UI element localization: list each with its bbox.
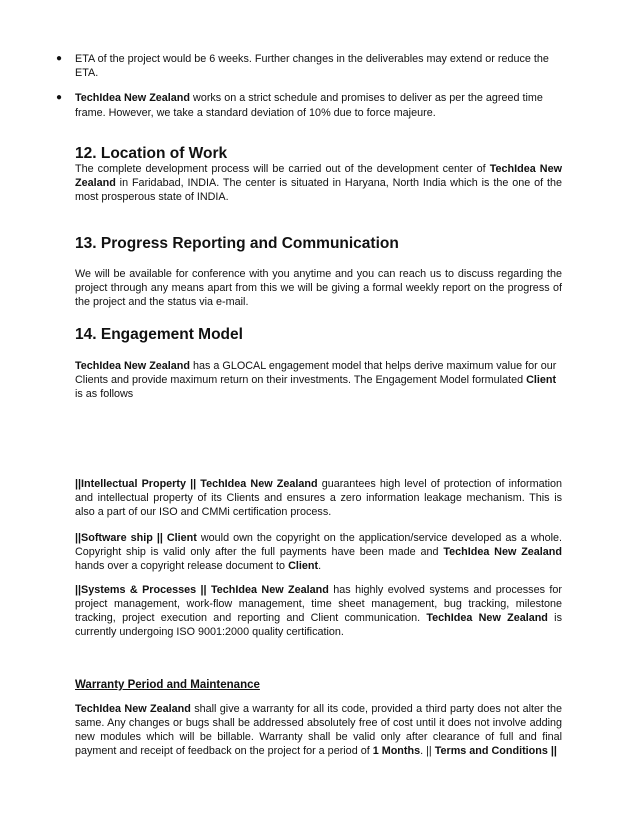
- systems-paragraph: [75, 583, 562, 639]
- software-text-1: would own the copyright on the application/service developed as a whole. Copyright ship is valid only after the full payments have been made and: [75, 532, 562, 558]
- company-name: TechIdea New Zealand: [426, 612, 548, 624]
- bullet-schedule-text: works on a strict schedule and promises to deliver as per the agreed time frame. However, we take a standard deviation of 10% due to force majeure.: [75, 92, 543, 119]
- location-text-1: The complete development process will be carried out of the development center of: [75, 163, 490, 175]
- progress-paragraph: We will be available for conference with you anytime and you can reach us to discuss regarding the project through any means apart from this we will be giving a formal weekly report on the progress of the project and the status via e-mail.: [75, 268, 562, 308]
- ip-text: guarantees high level of protection of information and intellectual property of its Clients and ensures a zero information leakage mechanism. This is also a part of our ISO and CMMi certification process.: [75, 478, 562, 518]
- engagement-text-2: is as follows: [75, 388, 134, 400]
- systems-text-1: has highly evolved systems and processes for project management, work-flow management, time sheet management, bug tracking, milestone tracking, project execution and reporting and Client communication.: [75, 584, 562, 624]
- bullet-schedule: [75, 91, 562, 121]
- company-name: TechIdea New Zealand: [75, 703, 191, 715]
- systems-text-2: is currently undergoing ISO 9001:2000 quality certification.: [75, 612, 562, 638]
- ip-label: ||Intellectual Property || TechIdea New Zealand: [75, 478, 318, 490]
- software-text-3: .: [318, 560, 322, 572]
- systems-label: ||Systems & Processes || TechIdea New Zealand: [75, 584, 329, 596]
- bullet-marker: ●: [56, 53, 63, 64]
- bullet-eta-text: ETA of the project would be 6 weeks. Further changes in the deliverables may extend or reduce the ETA.: [75, 53, 549, 79]
- company-name: TechIdea New Zealand: [75, 92, 191, 104]
- section-heading-engagement: 14. Engagement Model: [75, 326, 243, 343]
- bullet-eta: [75, 52, 562, 80]
- client-label: Client: [288, 560, 319, 572]
- section-heading-location: 12. Location of Work: [75, 145, 228, 162]
- company-name: TechIdea New Zealand: [75, 163, 563, 189]
- company-name: TechIdea New Zealand: [75, 360, 191, 372]
- software-paragraph: [75, 531, 562, 573]
- engagement-text-1: has a GLOCAL engagement model that helps derive maximum value for our Clients and provide maximum return on their investments. The Engagement Model formulated: [75, 360, 557, 386]
- terms-label: Terms and Conditions ||: [434, 745, 557, 757]
- location-text-2: in Faridabad, INDIA. The center is situated in Haryana, North India which is the one of the most prosperous state of INDIA.: [75, 177, 562, 203]
- software-text-2: hands over a copyright release document to: [75, 560, 289, 572]
- warranty-text-2: . ||: [420, 745, 435, 757]
- ip-paragraph: [75, 477, 562, 519]
- engagement-paragraph: [75, 359, 562, 401]
- bullet-marker: ●: [56, 92, 63, 103]
- client-label: Client: [526, 374, 557, 386]
- warranty-period: 1 Months: [372, 745, 421, 757]
- company-name: TechIdea New Zealand: [443, 546, 562, 558]
- warranty-heading: Warranty Period and Maintenance: [75, 679, 260, 691]
- warranty-paragraph: [75, 702, 562, 758]
- software-label: ||Software ship || Client: [75, 532, 197, 544]
- section-heading-progress: 13. Progress Reporting and Communication: [75, 235, 399, 252]
- warranty-text-1: shall give a warranty for all its code, provided a third party does not alter the same. Any changes or bugs shall be addressed absolutely free of cost until it does not involve adding new modules which will be billable. Warranty shall be valid only after clearance of full and final payment and receipt of feedback on the project for a period of: [75, 703, 562, 757]
- location-paragraph: [75, 162, 562, 204]
